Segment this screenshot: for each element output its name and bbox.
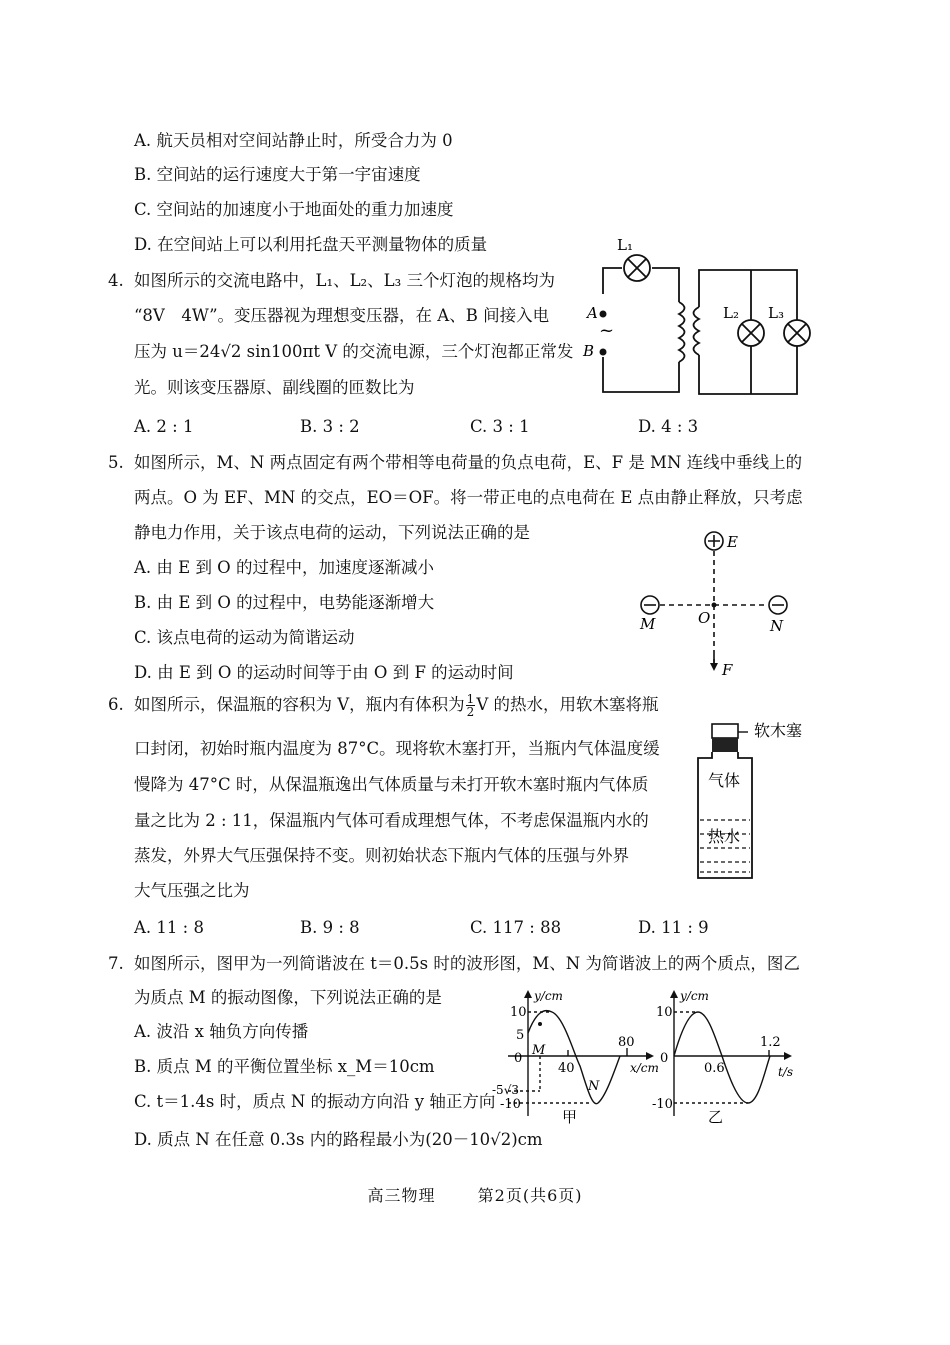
q4-option-b: B. 3 : 2	[300, 417, 360, 436]
q7-stem-line-1: 7. 如图所示，图甲为一列简谐波在 t＝0.5s 时的波形图，M、N 为简谐波上的两个质点，图乙	[108, 954, 800, 973]
point-o: O	[698, 609, 711, 627]
q6-option-c: C. 117 : 88	[470, 918, 562, 937]
yi-tick-y10: 10	[656, 1005, 673, 1020]
jia-point-n: N	[588, 1079, 600, 1094]
q4-stem-line-1: 4. 如图所示的交流电路中，L₁、L₂、L₃ 三个灯泡的规格均为	[108, 271, 555, 290]
jia-tick-y0: 0	[514, 1051, 523, 1066]
label-hot-water: 热水	[708, 827, 741, 846]
jia-caption: 甲	[562, 1108, 578, 1126]
q7-option-a: A. 波沿 x 轴负方向传播	[134, 1022, 309, 1041]
fraction-one-half: $\frac{1}{2}$	[466, 692, 475, 719]
yi-xlabel: t/s	[778, 1065, 794, 1079]
q6-stem-line-5: 蒸发，外界大气压强保持不变。则初始状态下瓶内气体的压强与外界	[134, 846, 629, 865]
page-footer	[0, 1183, 950, 1206]
q5-charge-figure	[630, 525, 800, 685]
yi-tick-y0: 0	[660, 1051, 669, 1066]
q6-stem-line-3: 慢降为 47°C 时，从保温瓶逸出气体质量与未打开软木塞时瓶内气体质	[134, 775, 649, 794]
q7-number: 7.	[108, 954, 124, 973]
jia-ylabel: y/cm	[534, 989, 563, 1003]
q6-stem-line-1: 6. 如图所示，保温瓶的容积为 V，瓶内有体积为 $\frac{1}{2}$ V 的热水，用软木塞将瓶	[108, 692, 659, 719]
q5-stem-line-3: 静电力作用，关于该点电荷的运动，下列说法正确的是	[134, 523, 530, 542]
terminal-a: A	[587, 304, 598, 322]
q3-option-d: D. 在空间站上可以利用托盘天平测量物体的质量	[134, 235, 488, 254]
jia-tick-x80: 80	[618, 1035, 635, 1050]
q5-stem-line-1: 5. 如图所示，M、N 两点固定有两个带相等电荷量的负点电荷，E、F 是 MN 连线中垂线上的	[108, 453, 803, 472]
q7-option-d: D. 质点 N 在任意 0.3s 内的路程最小为(20－10√2)cm	[134, 1130, 543, 1149]
label-l3: L₃	[768, 304, 784, 322]
yi-tick-t12: 1.2	[760, 1035, 781, 1050]
q7-option-b: B. 质点 M 的平衡位置坐标 x_M＝10cm	[134, 1057, 435, 1076]
q4-option-c: C. 3 : 1	[470, 417, 530, 436]
q5-option-d: D. 由 E 到 O 的运动时间等于由 O 到 F 的运动时间	[134, 663, 514, 682]
jia-tick-x40: 40	[558, 1061, 575, 1076]
point-n: N	[770, 617, 784, 635]
q4-option-d: D. 4 : 3	[638, 417, 699, 436]
q6-stem-line-2: 口封闭，初始时瓶内温度为 87°C。现将软木塞打开，当瓶内气体温度缓	[134, 739, 660, 758]
q7-vibration-graph-yi	[652, 984, 802, 1129]
terminal-b: B	[583, 342, 595, 360]
q6-stem-line-4: 量之比为 2 : 11，保温瓶内气体可看成理想气体，不考虑保温瓶内水的	[134, 811, 649, 830]
yi-tick-yneg10: -10	[652, 1097, 673, 1112]
q4-option-a: A. 2 : 1	[134, 417, 194, 436]
q4-stem-line-4: 光。则该变压器原、副线圈的匝数比为	[134, 378, 415, 397]
q5-option-c: C. 该点电荷的运动为简谐运动	[134, 628, 355, 647]
q3-option-b: B. 空间站的运行速度大于第一宇宙速度	[134, 165, 421, 184]
q3-option-c: C. 空间站的加速度小于地面处的重力加速度	[134, 200, 454, 219]
footer-subject: 高三物理	[367, 1186, 436, 1205]
jia-tick-y5: 5	[516, 1028, 525, 1043]
footer-page-number: 第2页(共6页)	[477, 1186, 583, 1205]
label-l2: L₂	[723, 304, 739, 322]
yi-tick-t06: 0.6	[704, 1061, 725, 1076]
q4-stem-line-3: 压为 u＝24√2 sin100πt V 的交流电源，三个灯泡都正常发	[134, 342, 574, 361]
q4-number: 4.	[108, 271, 124, 290]
q7-stem-line-2: 为质点 M 的振动图像，下列说法正确的是	[134, 988, 442, 1007]
label-l1: L₁	[617, 236, 633, 254]
q7-wave-graph-jia	[478, 984, 668, 1129]
jia-tick-y10: 10	[510, 1005, 527, 1020]
jia-tick-yneg10: -10	[500, 1097, 521, 1112]
point-e: E	[727, 533, 738, 551]
cork-plug	[712, 738, 738, 752]
q5-number: 5.	[108, 453, 124, 472]
jia-xlabel: x/cm	[630, 1061, 659, 1075]
q4-stem-line-2: “8V 4W”。变压器视为理想变压器，在 A、B 间接入电	[134, 306, 550, 325]
q7-option-c: C. t＝1.4s 时，质点 N 的振动方向沿 y 轴正方向	[134, 1092, 496, 1111]
yi-caption: 乙	[708, 1108, 724, 1126]
jia-point-m: M	[532, 1043, 546, 1058]
q6-option-a: A. 11 : 8	[134, 918, 204, 937]
yi-ylabel: y/cm	[680, 989, 709, 1003]
q4-circuit-figure	[575, 232, 825, 412]
label-cork: 软木塞	[754, 721, 803, 740]
q3-option-a: A. 航天员相对空间站静止时，所受合力为 0	[134, 131, 453, 150]
point-f: F	[722, 661, 733, 679]
q6-thermos-figure	[690, 716, 820, 886]
point-m: M	[640, 615, 656, 633]
q6-option-b: B. 9 : 8	[300, 918, 360, 937]
q5-stem-line-2: 两点。O 为 EF、MN 的交点，EO＝OF。将一带正电的点电荷在 E 点由静止释放，只考虑	[134, 488, 803, 507]
q6-option-d: D. 11 : 9	[638, 918, 709, 937]
q6-number: 6.	[108, 695, 124, 714]
q5-option-b: B. 由 E 到 O 的过程中，电势能逐渐增大	[134, 593, 435, 612]
jia-tick-yneg5r3: -5√3	[492, 1083, 519, 1097]
q6-stem-line-6: 大气压强之比为	[134, 881, 250, 900]
q5-option-a: A. 由 E 到 O 的过程中，加速度逐渐减小	[134, 558, 434, 577]
ac-source-symbol: ~	[599, 320, 615, 341]
label-gas: 气体	[708, 771, 741, 790]
